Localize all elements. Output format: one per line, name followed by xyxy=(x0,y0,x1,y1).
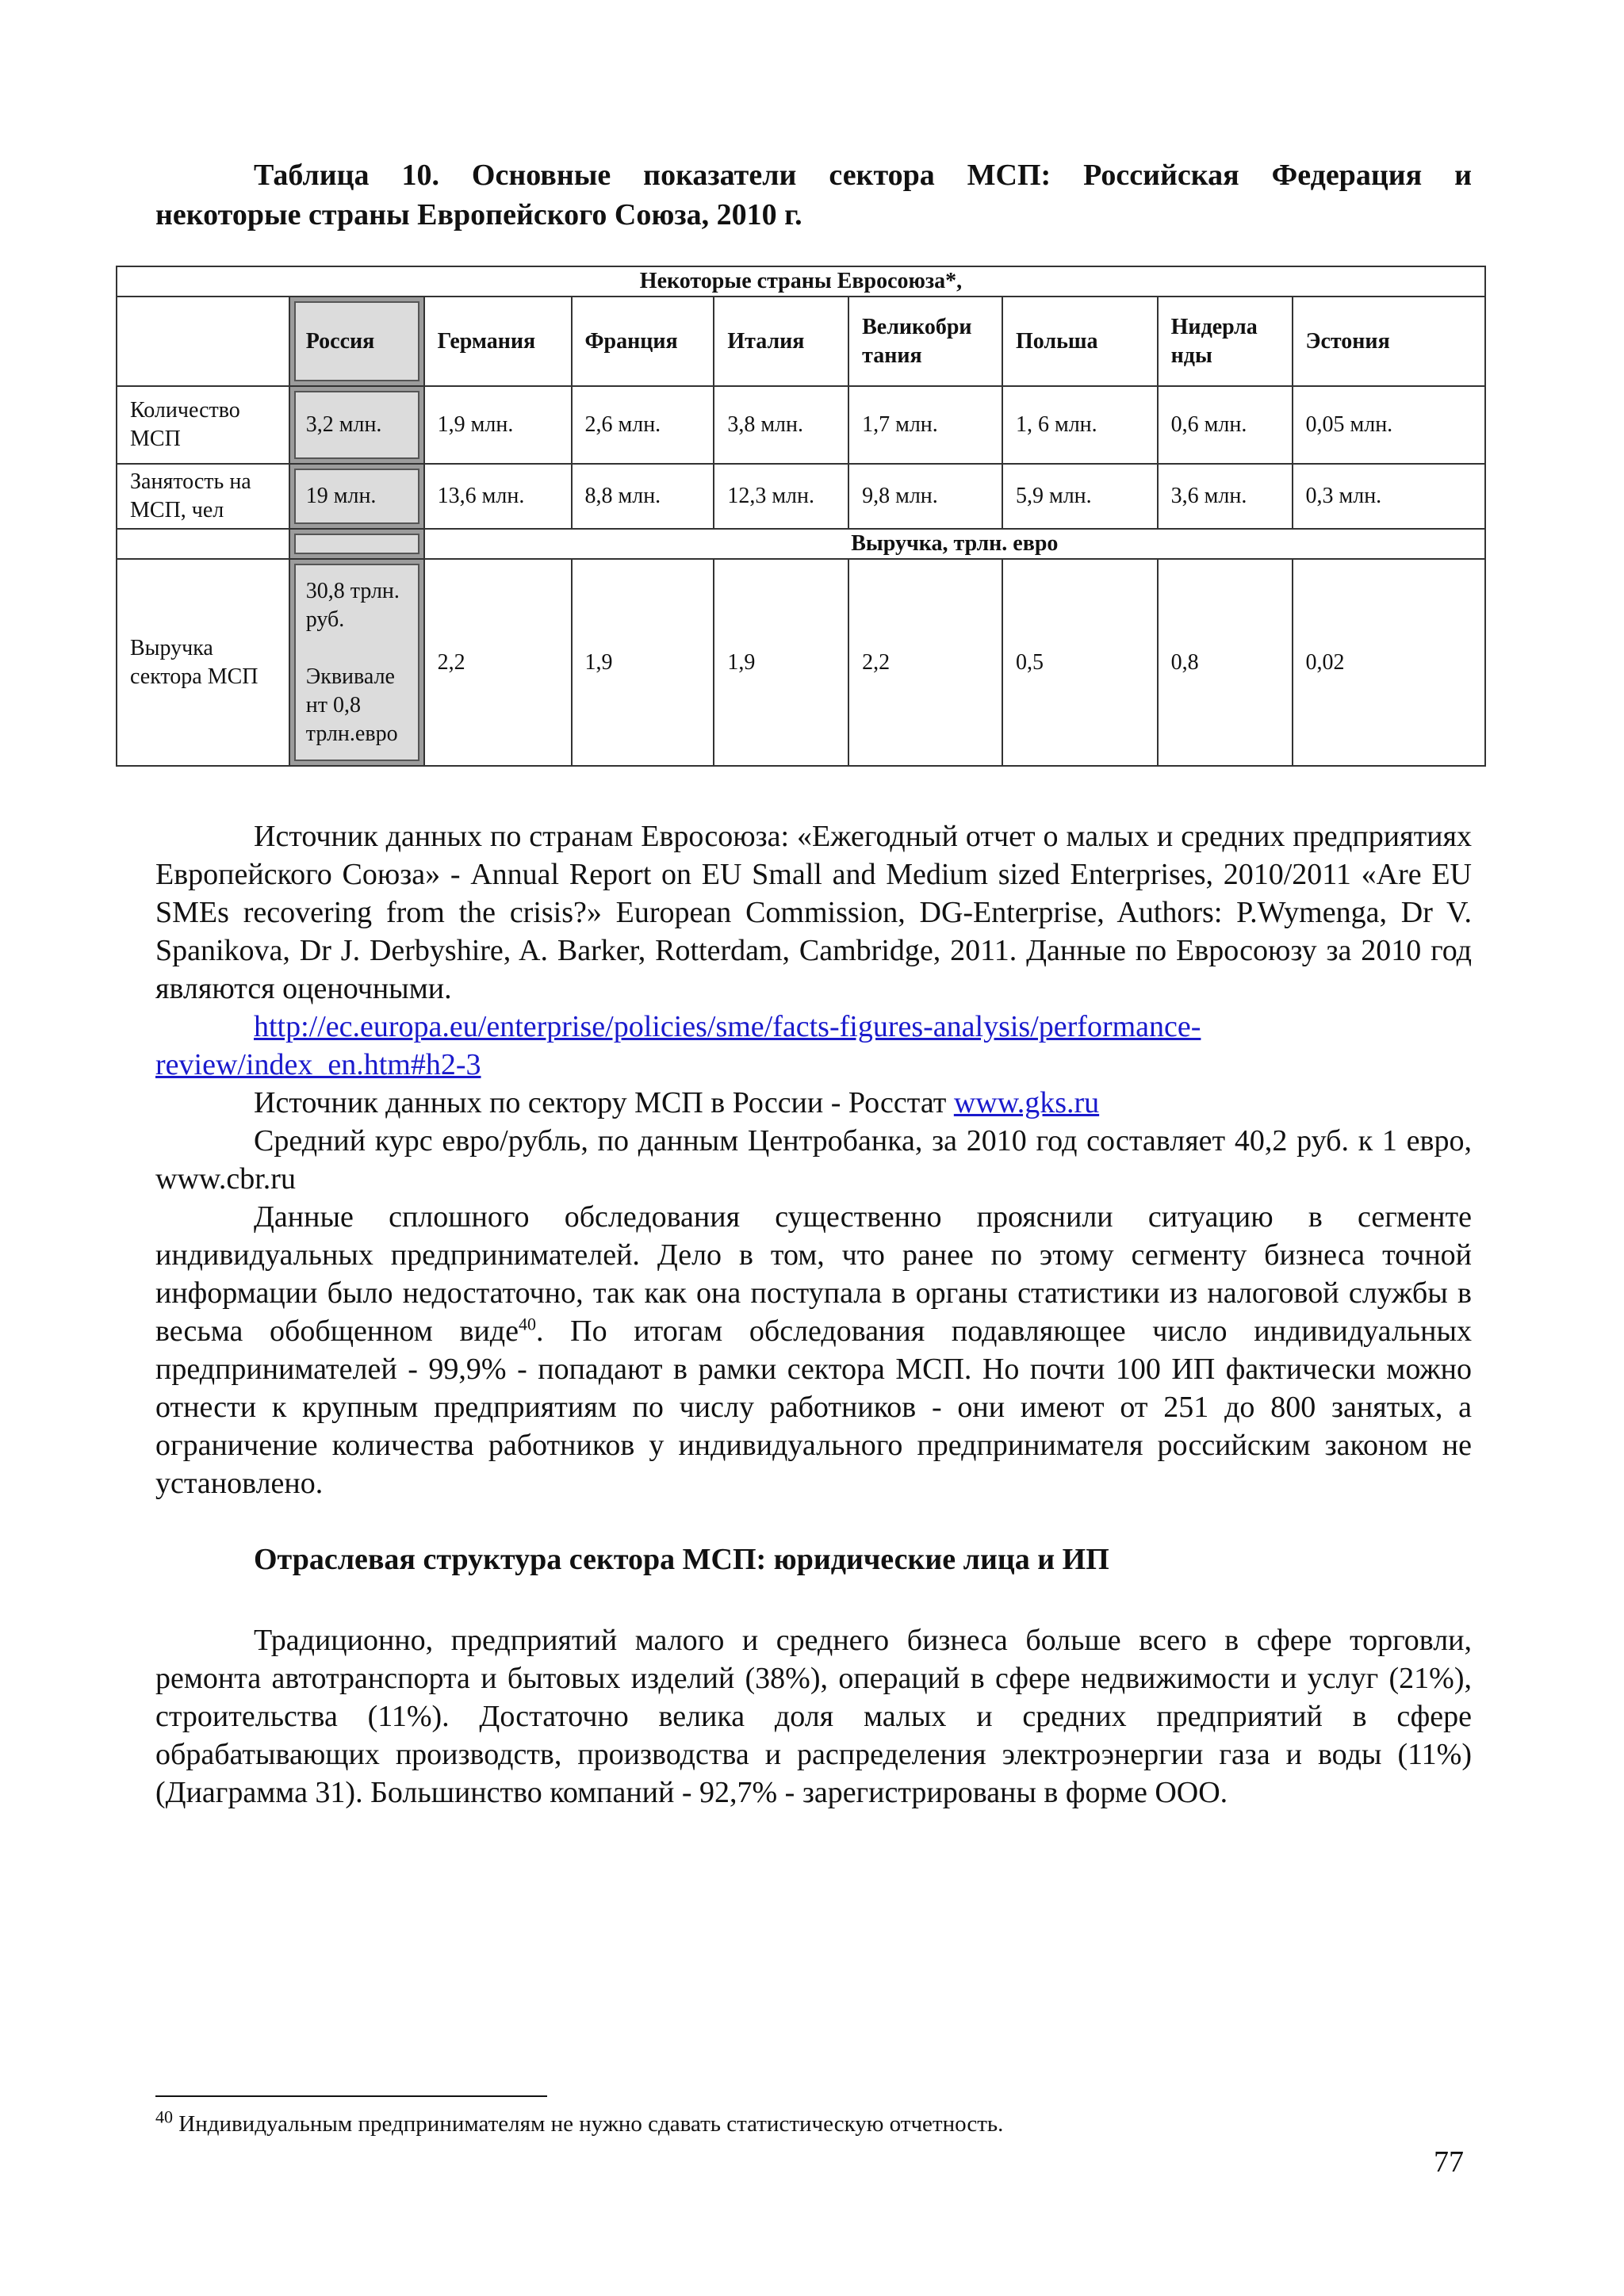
table-cell: 0,02 xyxy=(1293,559,1486,766)
table-cell: 2,2 xyxy=(848,559,1002,766)
col-header-germany: Германия xyxy=(424,297,572,386)
revenue-header-cell: Выручка, трлн. евро xyxy=(424,529,1485,559)
ru-source-paragraph xyxy=(155,1084,1472,1122)
col-header-italy: Италия xyxy=(714,297,848,386)
corner-cell xyxy=(117,297,289,386)
table-cell: 8,8 млн. xyxy=(572,464,714,529)
section-subheading: Отраслевая структура сектора МСП: юридические лица и ИП xyxy=(254,1543,1109,1576)
table-cell: 19 млн. xyxy=(289,464,424,529)
table-cell: 0,5 xyxy=(1002,559,1158,766)
table-cell: 1, 6 млн. xyxy=(1002,386,1158,464)
eu-report-link[interactable]: http://ec.europa.eu/enterprise/policies/sme/facts-figures-analysis/performance-review/index_en.htm#h2-3 xyxy=(155,1010,1201,1081)
table-caption xyxy=(155,155,1472,235)
industry-block xyxy=(155,1621,1472,1812)
survey-text-a: Данные сплошного обследования существенно прояснили ситуацию в сегменте индивидуальных предпринимателей. Дело в том, что ранее по этому сегменту бизнеса точной информации было недостаточно, так как она поступала в органы статистики из налоговой службы в весьма обобщенном виде xyxy=(155,1200,1472,1348)
page-number: 77 xyxy=(1434,2145,1464,2179)
exchange-rate-paragraph: Средний курс евро/рубль, по данным Центробанка, за 2010 год составляет 40,2 руб. к 1 евро, www.cbr.ru xyxy=(155,1124,1472,1196)
table-cell: 3,8 млн. xyxy=(714,386,848,464)
table-cell: 1,9 xyxy=(714,559,848,766)
table-cell: 0,6 млн. xyxy=(1158,386,1293,464)
table-cell: 13,6 млн. xyxy=(424,464,572,529)
table-row xyxy=(117,464,1485,529)
row-label: Количество МСП xyxy=(117,386,289,464)
russia-revenue-cell xyxy=(289,559,424,766)
row-label: Выручка сектора МСП xyxy=(117,559,289,766)
footnote-text: Индивидуальным предпринимателям не нужно сдавать статистическую отчетность. xyxy=(173,2111,1004,2137)
russia-revenue-eur: Эквивале нт 0,8 трлн.евро xyxy=(305,664,398,746)
table-cell: 3,2 млн. xyxy=(289,386,424,464)
table-cell: 1,7 млн. xyxy=(848,386,1002,464)
row-label: Занятость на МСП, чел xyxy=(117,464,289,529)
table-row xyxy=(117,559,1485,766)
table-cell: 0,8 xyxy=(1158,559,1293,766)
sme-indicators-table xyxy=(116,266,1486,767)
table-cell: 12,3 млн. xyxy=(714,464,848,529)
industry-paragraph: Традиционно, предприятий малого и среднего бизнеса больше всего в сфере торговли, ремонта автотранспорта и бытовых изделий (38%), операций в сфере недвижимости и услуг (21%), строительства (11%). Достаточно велика доля малых и средних предприятий в сфере обрабатывающих производств, производства и распределения электроэнергии газа и воды (11%) (Диаграмма 31). Большинство компаний - 92,7% - зарегистрированы в форме ООО. xyxy=(155,1624,1472,1809)
table-cell: 2,2 xyxy=(424,559,572,766)
gks-link[interactable]: www.gks.ru xyxy=(953,1086,1100,1119)
group-header-cell: Некоторые страны Евросоюза*, xyxy=(117,266,1485,297)
table-row xyxy=(117,386,1485,464)
table-cell: 1,9 xyxy=(572,559,714,766)
survey-paragraph xyxy=(155,1198,1472,1502)
table-cell: 3,6 млн. xyxy=(1158,464,1293,529)
table-cell: 9,8 млн. xyxy=(848,464,1002,529)
col-header-estonia: Эстония xyxy=(1293,297,1486,386)
table-cell: 5,9 млн. xyxy=(1002,464,1158,529)
revenue-header-row xyxy=(117,529,1485,559)
eu-source-paragraph: Источник данных по странам Евросоюза: «Ежегодный отчет о малых и средних предприятиях Европейского Союза» - Annual Report on EU Small and Medium sized Enterprises, 2010/2011 «Are EU SMEs recovering from the crisis?» European Commission, DG-Enterprise, Authors: P.Wymenga, Dr V. Spanikova, Dr J. Derbyshire, A. Barker, Rotterdam, Cambridge, 2011. Данные по Евросоюзу за 2010 год являются оценочными. xyxy=(155,820,1472,1005)
footnote-number: 40 xyxy=(155,2107,173,2127)
sources-block xyxy=(155,817,1472,1502)
footnote xyxy=(155,2107,1004,2137)
table-cell: 2,6 млн. xyxy=(572,386,714,464)
table-cell: 0,05 млн. xyxy=(1293,386,1486,464)
caption-line-1: Таблица 10. Основные показатели сектора МСП: Российская Федерация и xyxy=(254,159,1472,192)
col-header-uk: Великобри тания xyxy=(848,297,1002,386)
table-column-header-row xyxy=(117,297,1485,386)
caption-line-2: некоторые страны Европейского Союза, 2010 г. xyxy=(155,198,802,232)
table-cell: 0,3 млн. xyxy=(1293,464,1486,529)
col-header-france: Франция xyxy=(572,297,714,386)
table-group-header-row xyxy=(117,266,1485,297)
empty-cell xyxy=(117,529,289,559)
russia-revenue-rub: 30,8 трлн. руб. xyxy=(305,578,400,632)
col-header-netherlands: Нидерла нды xyxy=(1158,297,1293,386)
eu-link-paragraph xyxy=(155,1008,1472,1084)
survey-text-b: . По итогам обследования подавляющее число индивидуальных предпринимателей - 99,9% - попадают в рамки сектора МСП. Но почти 100 ИП фактически можно отнести к крупным предприятиям по числу работников - они имеют от 251 до 800 занятых, а ограничение количества работников у индивидуального предпринимателя российским законом не установлено. xyxy=(155,1314,1473,1500)
col-header-poland: Польша xyxy=(1002,297,1158,386)
empty-cell xyxy=(289,529,424,559)
footnote-ref[interactable]: 40 xyxy=(519,1314,536,1334)
footnote-divider xyxy=(155,2095,547,2097)
col-header-russia: Россия xyxy=(289,297,424,386)
ru-source-text: Источник данных по сектору МСП в России - Росстат xyxy=(254,1086,954,1119)
table-cell: 1,9 млн. xyxy=(424,386,572,464)
